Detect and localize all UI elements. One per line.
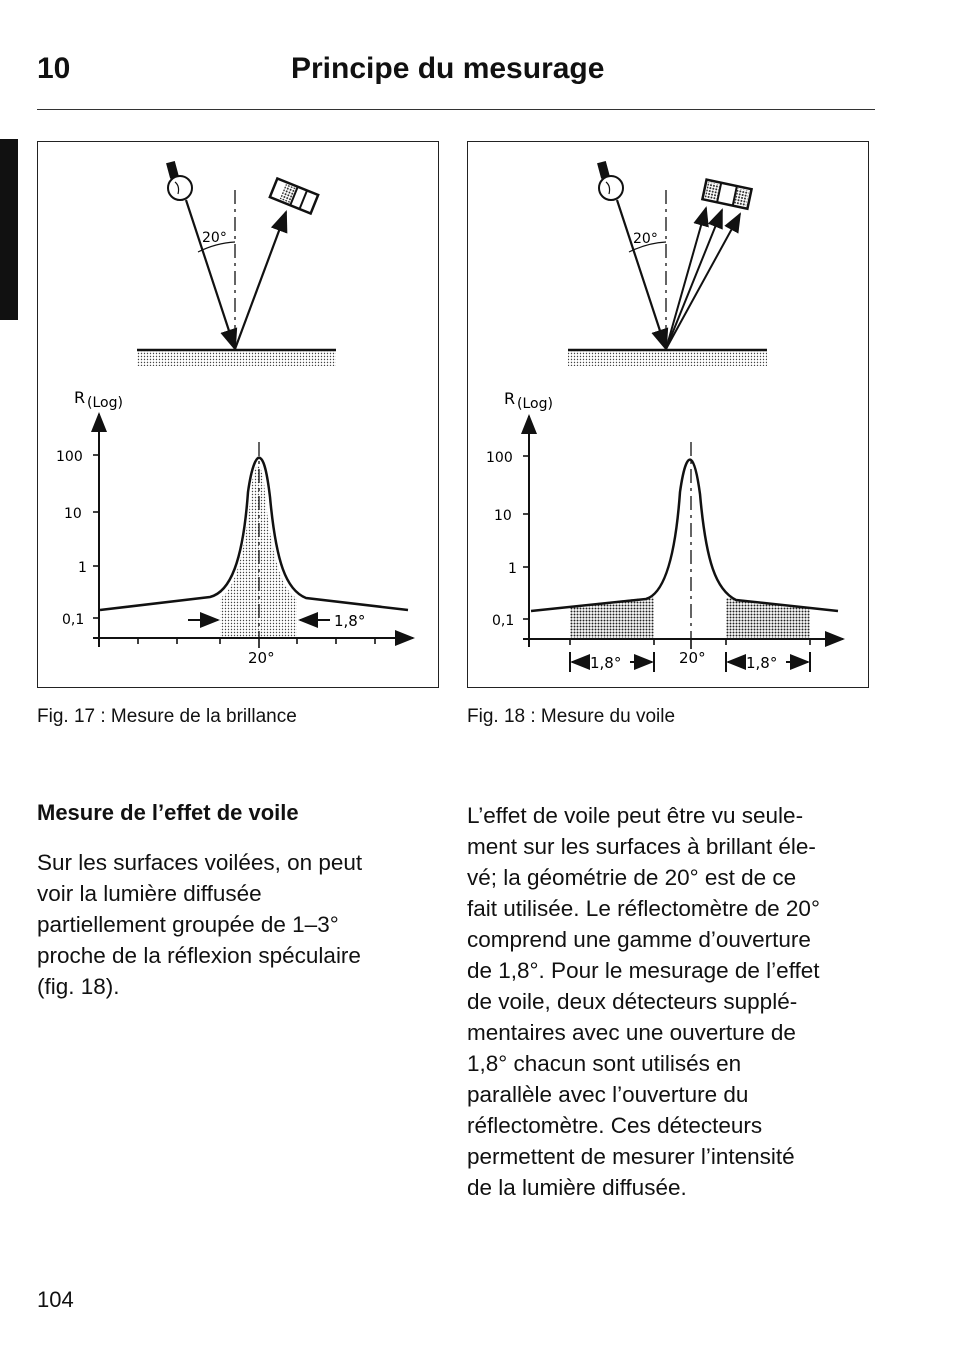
- figure-18-haze: [467, 141, 869, 688]
- text-line: 1,8° chacun sont utilisés en: [467, 1051, 742, 1076]
- y-tick-1: 1: [508, 561, 517, 577]
- angle-label: 20°: [633, 231, 658, 247]
- text-line: de 1,8°. Pour le mesurage de l’effet: [467, 958, 820, 983]
- text-line: de voile, deux détecteurs supplé-: [467, 989, 798, 1014]
- paragraph-left: [37, 847, 437, 1002]
- x-center-label: 20°: [679, 649, 706, 667]
- text-line: parallèle avec l’ouverture du: [467, 1082, 749, 1107]
- figure-17-gloss: [37, 141, 439, 688]
- sample-surface: [137, 350, 336, 366]
- y-axis-scale: (Log): [87, 395, 123, 411]
- lamp-icon: [597, 161, 623, 200]
- header-rule: [37, 109, 875, 110]
- paragraph-right: [467, 800, 877, 1203]
- text-line: mentaires avec une ouverture de: [467, 1020, 796, 1045]
- figure-17-caption: Fig. 17 : Mesure de la brillance: [37, 706, 297, 727]
- y-axis-label: R: [504, 389, 516, 408]
- chapter-title: Principe du mesurage: [291, 52, 605, 85]
- figure-17-diagram: [38, 142, 440, 689]
- x-center-label: 20°: [248, 649, 275, 667]
- y-tick-0-1: 0,1: [62, 612, 85, 628]
- y-tick-10: 10: [494, 508, 512, 524]
- y-tick-10: 10: [64, 506, 82, 522]
- left-aperture-label: 1,8°: [590, 654, 622, 672]
- text-line: réflectomètre. Ces détecteurs: [467, 1113, 763, 1138]
- detector-icon: [270, 178, 318, 213]
- detector-icon: [702, 180, 751, 209]
- lamp-icon: [166, 161, 192, 200]
- right-aperture-label: 1,8°: [746, 654, 778, 672]
- y-tick-100: 100: [56, 449, 83, 465]
- y-axis-scale: (Log): [517, 396, 553, 412]
- text-line: voir la lumière diffusée: [37, 881, 262, 906]
- y-tick-100: 100: [486, 450, 513, 466]
- chapter-side-tab: [0, 139, 18, 320]
- text-line: permettent de mesurer l’intensité: [467, 1144, 795, 1169]
- text-line: Sur les surfaces voilées, on peut: [37, 850, 363, 875]
- text-line: proche de la réflexion spéculaire: [37, 943, 361, 968]
- figure-18-caption: Fig. 18 : Mesure du voile: [467, 706, 676, 727]
- section-heading: Mesure de l’effet de voile: [37, 800, 299, 825]
- sample-surface: [568, 350, 767, 366]
- y-axis-label: R: [74, 388, 86, 407]
- aperture-label: 1,8°: [334, 612, 366, 630]
- reflectance-curve: [531, 460, 838, 611]
- text-line: L’effet de voile peut être vu seule-: [467, 803, 804, 828]
- chapter-number: 10: [37, 52, 71, 85]
- text-line: vé; la géométrie de 20° est de ce: [467, 865, 797, 890]
- figure-18-diagram: [468, 142, 870, 689]
- text-line: fait utilisée. Le réflectomètre de 20°: [467, 896, 820, 921]
- text-line: ment sur les surfaces à brillant éle-: [467, 834, 816, 859]
- text-line: comprend une gamme d’ouverture: [467, 927, 811, 952]
- angle-label: 20°: [202, 230, 227, 246]
- y-tick-1: 1: [78, 560, 87, 576]
- text-line: partiellement groupée de 1–3°: [37, 912, 339, 937]
- text-line: de la lumière diffusée.: [467, 1175, 687, 1200]
- y-tick-0-1: 0,1: [492, 613, 515, 629]
- text-line: (fig. 18).: [37, 974, 120, 999]
- page-number: 104: [37, 1287, 74, 1312]
